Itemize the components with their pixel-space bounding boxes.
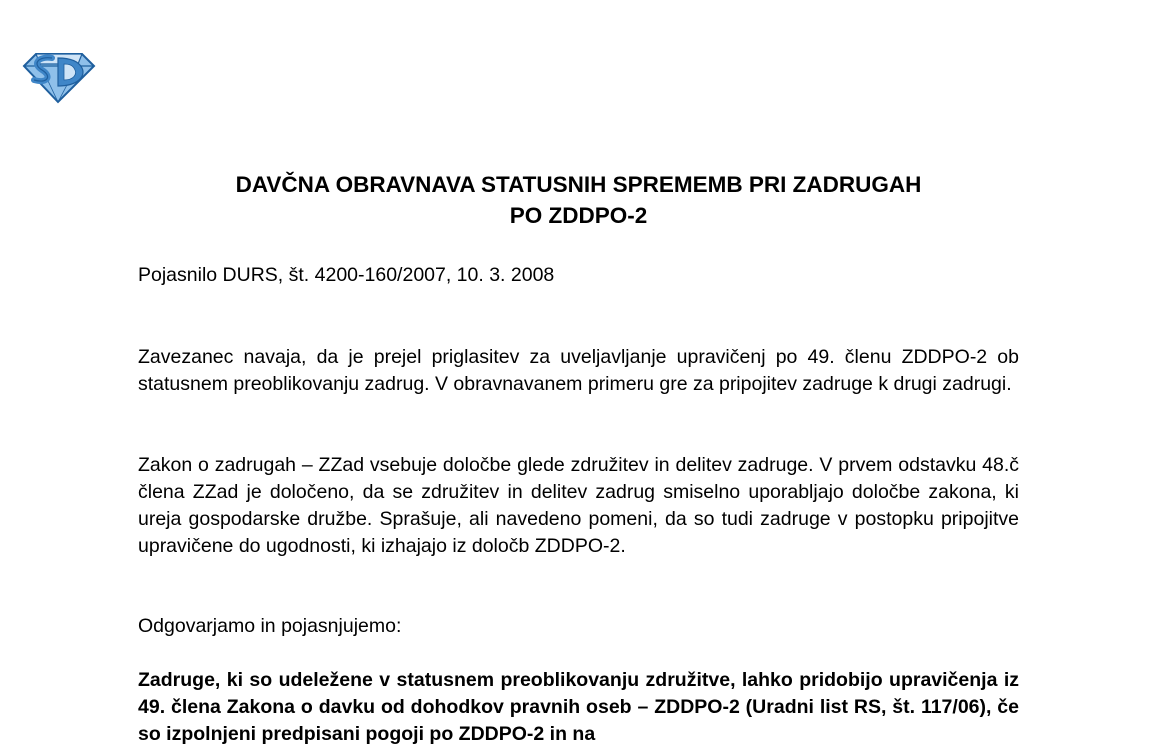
document-title-continued: PO ZDDPO-2 bbox=[509, 203, 648, 228]
document-title: DAVČNA OBRAVNAVA STATUSNIH SPREMEMB PRI ZADRUGAH bbox=[235, 172, 922, 197]
paragraph-2: Zakon o zadrugah – ZZad vsebuje določbe glede združitev in delitev zadruge. V prvem odstavku 48.č člena ZZad je določeno, da se združitev in delitev zadrug smiselno uporabljajo določbe zakona, ki ureja gospodarske družbe. Sprašuje, ali navedeno pomeni, da so tudi zadruge v postopku pripojitve upravičene do ugodnosti, ki izhajajo iz določb ZDDPO-2. bbox=[138, 454, 1019, 557]
sd-logo-icon bbox=[22, 50, 96, 104]
paragraph-4-answer: Zadruge, ki so udeležene v statusnem preoblikovanju združitve, lahko pridobijo upravičenja iz 49. člena Zakona o davku od dohodkov pravnih oseb – ZDDPO-2 (Uradni list RS, št. 117/06), če so izpolnjeni predpisani pogoji po ZDDPO-2 in na bbox=[138, 669, 1019, 745]
paragraph-1: Zavezanec navaja, da je prejel priglasitev za uveljavljanje upravičenj po 49. členu ZDDPO-2 ob statusnem preoblikovanju zadrug. V obravnavanem primeru gre za pripojitev zadruge k drugi zadrugi. bbox=[138, 346, 1019, 395]
source-reference: Pojasnilo DURS, št. 4200-160/2007, 10. 3. 2008 bbox=[138, 264, 555, 286]
paragraph-3: Odgovarjamo in pojasnjujemo: bbox=[138, 615, 402, 637]
